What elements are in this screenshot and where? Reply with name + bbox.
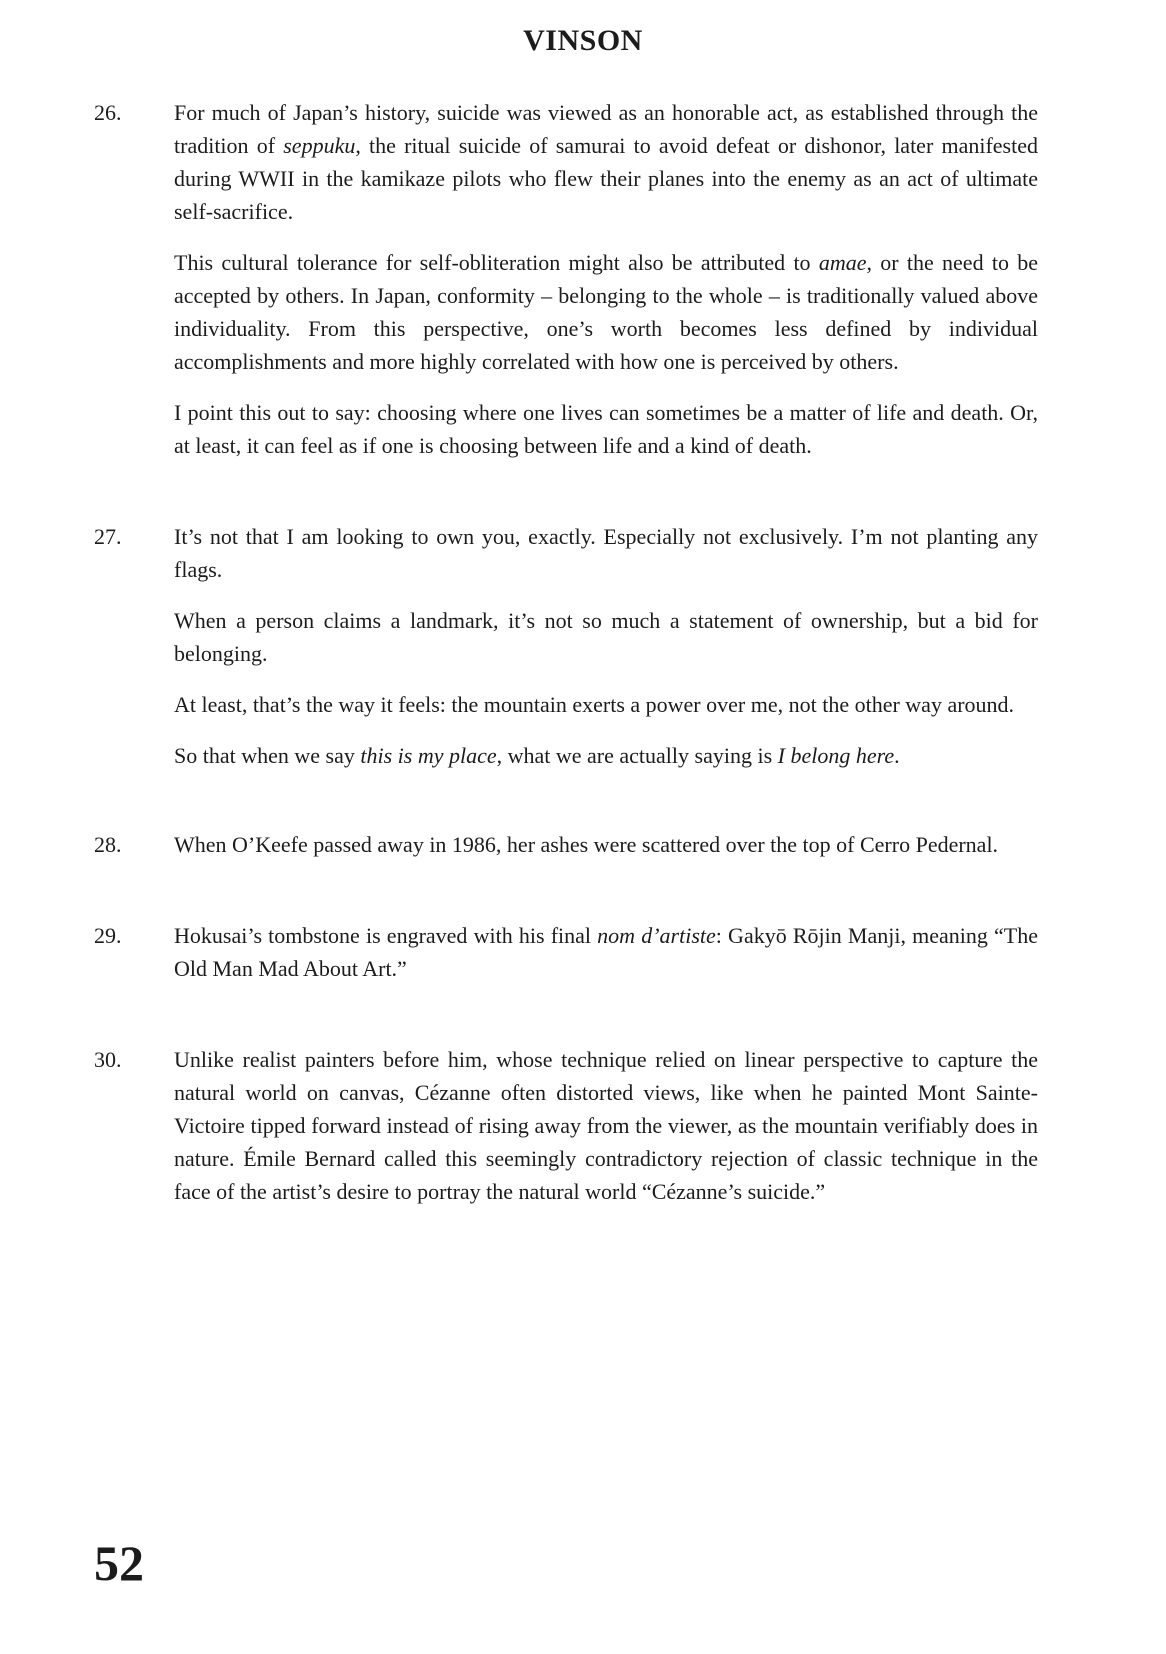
- paragraph: When a person claims a landmark, it’s not so much a statement of ownership, but a bid for belonging.: [174, 608, 1038, 666]
- paragraph: Hokusai’s tombstone is engraved with his final nom d’artiste: Gakyō Rōjin Manji, meaning “The Old Man Mad About Art.”: [174, 923, 1039, 981]
- note-number: 30.: [94, 1047, 122, 1072]
- paragraph: It’s not that I am looking to own you, exactly. Especially not exclusively. I’m not planting any flags.: [174, 524, 1038, 582]
- paragraph: Unlike realist painters before him, whose technique relied on linear perspective to capture the natural world on canvas, Cézanne often distorted views, like when he painted Mont Sainte-Victoire tipped forward instead of rising away from the viewer, as the mountain verifiably does in nature. Émile Bernard called this seemingly contradictory rejection of classic technique in the face of the artist’s desire to portray the natural world “Cézanne’s suicide.”: [174, 1047, 1038, 1204]
- paragraph: This cultural tolerance for self-obliteration might also be attributed to amae, or the need to be accepted by others. In Japan, conformity – belonging to the whole – is traditionally valued above individuality. From this perspective, one’s worth becomes less defined by individual accomplishments and more highly correlated with how one is perceived by others.: [174, 250, 1039, 374]
- paragraph: For much of Japan’s history, suicide was viewed as an honorable act, as established through the tradition of seppuku, the ritual suicide of samurai to avoid defeat or dishonor, later manifested during WWII in the kamikaze pilots who flew their planes into the enemy as an act of ultimate self-sacrifice.: [174, 100, 1038, 224]
- italic-phrase: I belong here: [777, 743, 895, 768]
- italic-phrase: this is my place: [360, 743, 497, 768]
- note-number: 29.: [94, 923, 122, 948]
- italic-term: seppuku: [283, 133, 356, 158]
- page-number: 52: [94, 1535, 144, 1591]
- note-number: 28.: [94, 832, 122, 857]
- italic-term: nom d’artiste: [597, 923, 716, 948]
- paragraph: When O’Keefe passed away in 1986, her ashes were scattered over the top of Cerro Pedernal.: [174, 832, 999, 857]
- paragraph: So that when we say this is my place, what we are actually saying is I belong here.: [174, 743, 900, 768]
- note-29: [94, 919, 1038, 985]
- paragraph: I point this out to say: choosing where one lives can sometimes be a matter of life and death. Or, at least, it can feel as if one is choosing between life and a kind of death.: [174, 400, 1038, 458]
- note-number: 27.: [94, 524, 122, 549]
- note-30: [94, 1043, 1038, 1208]
- italic-term: amae: [818, 250, 867, 275]
- note-28: [94, 828, 1038, 861]
- paragraph: At least, that’s the way it feels: the mountain exerts a power over me, not the other way around.: [174, 692, 1015, 717]
- note-26: [94, 96, 1038, 462]
- page-body: [94, 96, 1038, 1208]
- note-number: 26.: [94, 100, 122, 125]
- running-head: VINSON: [523, 24, 643, 57]
- note-27: [94, 520, 1038, 772]
